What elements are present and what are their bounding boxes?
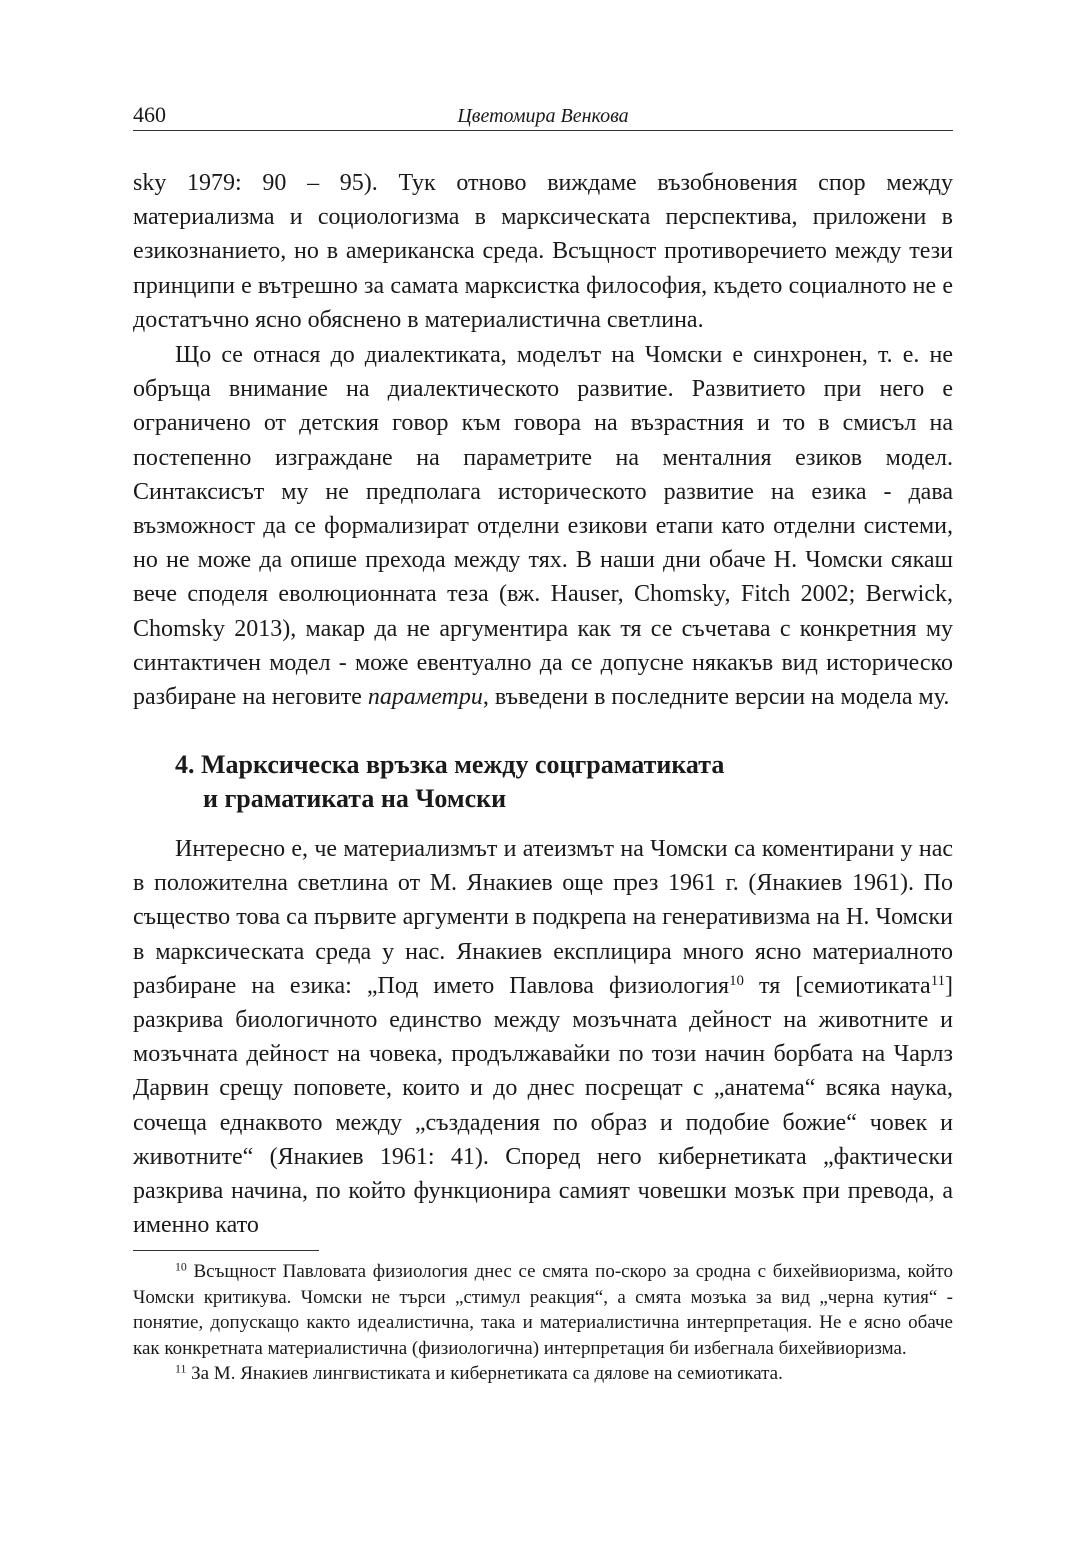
footnote-ref-11[interactable]: 11 — [930, 972, 946, 989]
footnotes — [133, 1259, 953, 1387]
paragraph-text — [133, 338, 953, 714]
footnote-text: За М. Янакиев лингвистиката и кибернетиката са дялове на семиотиката. — [186, 1363, 783, 1384]
body-paragraph-2 — [133, 338, 953, 714]
body-paragraph-1 — [133, 166, 953, 337]
footnote-11 — [133, 1361, 953, 1387]
footnote-10 — [133, 1259, 953, 1361]
section-heading — [175, 748, 875, 816]
footnote-divider — [133, 1250, 319, 1251]
italic-term: параметри — [367, 684, 483, 711]
paragraph-text-segment: Що се отнася до диалектиката, моделът на Чомски е синхронен, т. е. не обръща внимание на диалектическото развитие. Развитието при него е ограничено от детския говор към говора на възрастния и то в смисъл на постепенно изграждане на параметрите на менталния езиков модел. Синтаксисът му не предполага историческото развитие на езика ‑ дава възможност да се формализират отделни езикови етапи като отделни системи, но не може да опише прехода между тях. В наши дни обаче Н. Чомски сякаш вече споделя еволюционната теза (вж. Hauser, Chomsky, Fitch 2002; Berwick, Chomsky 2013), макар да не аргументира как тя се съчетава с конкретния му синтактичен модел ‑ може евентуално да се допусне някакъв вид историческо разбиране на неговите — [133, 342, 953, 711]
body-paragraph-3 — [133, 832, 953, 1242]
footnote-ref-10[interactable]: 10 — [729, 972, 744, 989]
paragraph-text-segment: , въведени в последните версии на модела му. — [482, 684, 950, 711]
footnote-number: 11 — [175, 1362, 187, 1376]
paragraph-text-segment: ] разкрива биологичното единство между мозъчната дейност на животните и мозъчната дейност на човека, продължавайки по този начин борбата на Чарлз Дарвин срещу поповете, които и до днес посрещат с „анатема“ всяка наука, сочеща еднаквото между „създадения по образ и подобие божие“ човек и животните“ (Янакиев 1961: 41). Според него кибернетиката „фактически разкрива начина, по който функционира самият човешки мозък при превода, а именно като — [133, 972, 954, 1239]
section-heading-line-2: и граматиката на Чомски — [203, 784, 507, 813]
paragraph-text — [133, 832, 953, 1242]
section-heading-line-1: 4. Марксическа връзка между соцграматиката — [175, 750, 725, 779]
page-number: 460 — [133, 102, 166, 127]
paragraph-text-segment: тя [семиотиката — [743, 972, 931, 999]
paragraph-text: sky 1979: 90 – 95). Тук отново виждаме възобновения спор между материализма и социологизма в марксическата перспектива, приложени в езикознанието, но в американска среда. Всъщност противоречието между тези принципи е вътрешно за самата марксистка философия, където социалното не е достатъчно ясно обяснено в материалистична светлина. — [133, 170, 953, 333]
footnote-text: Всъщност Павловата физиология днес се смята по-скоро за сродна с бихейвиоризма, който Чомски критикува. Чомски не търси „стимул реакция“, а смята мозъка за вид „черна кутия“ ‑ понятие, допускащо както идеалистична, така и материалистична интерпретация. Не е ясно обаче как конкретната материалистична (физиологична) интерпретация би избегнала бихейвиоризма. — [133, 1261, 953, 1359]
running-title: Цветомира Венкова — [457, 105, 629, 127]
paragraph-text-segment: Интересно е, че материализмът и атеизмът на Чомски са коментирани у нас в положителна светлина от М. Янакиев още през 1961 г. (Янакиев 1961). По същество това са първите аргументи в подкрепа на генеративизма на Н. Чомски в марксическата среда у нас. Янакиев експлицира много ясно материалното разбиране на езика: „Под името Павлова физиология — [133, 836, 953, 999]
footnote-number: 10 — [175, 1260, 187, 1274]
running-header — [133, 102, 953, 131]
